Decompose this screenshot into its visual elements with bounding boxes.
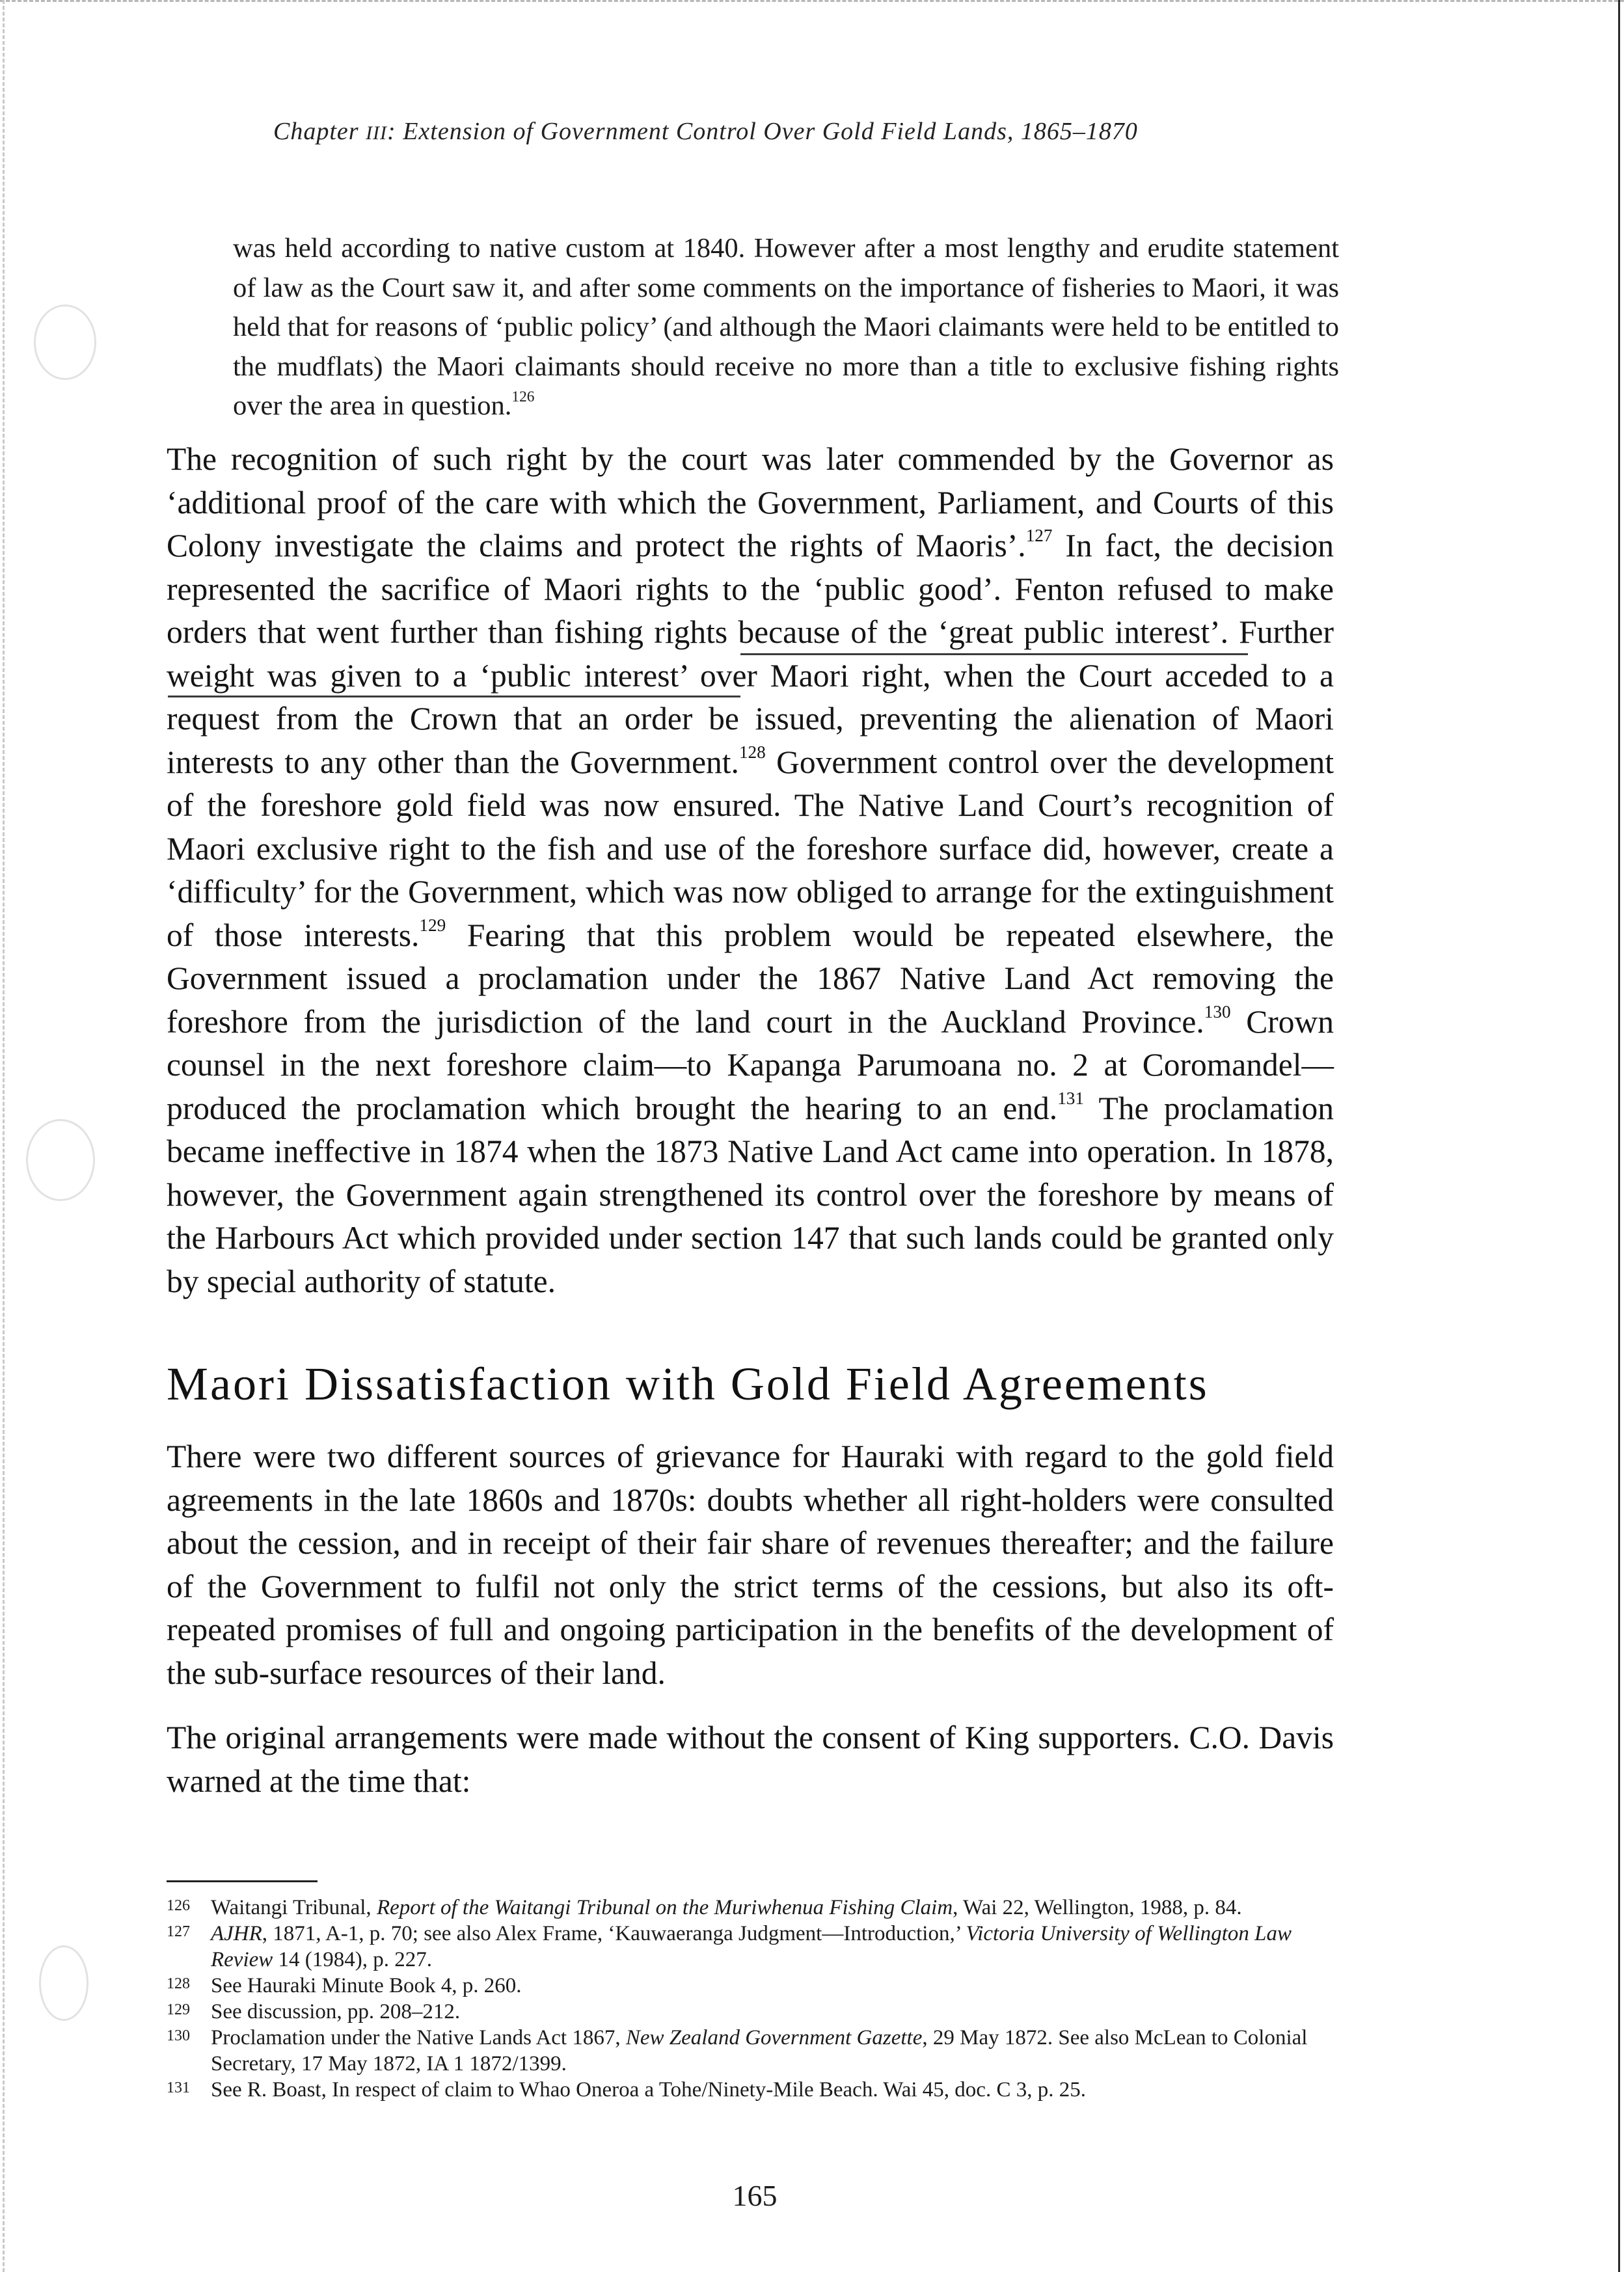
footnote-ref: 129 <box>419 915 446 935</box>
footnote <box>167 1973 1338 1999</box>
footnote <box>167 1921 1338 1973</box>
sentence: Government control over the development of the foreshore gold field was now ensured. The Native Land Court’s recognition of Maori exclusive right to the fish and use of the foreshore surface did, however, create a ‘difficulty’ for the Government, which was now obliged to arrange for the extinguishment of those interests. <box>167 744 1334 953</box>
fn-italic: New Zealand Government Gazette <box>625 2026 923 2049</box>
footnote-ref: 128 <box>738 742 766 762</box>
footnote <box>167 2025 1338 2077</box>
footnotes <box>167 1895 1338 2103</box>
body-paragraph-1 <box>167 438 1334 1303</box>
footnote-number: 128 <box>167 1975 190 1992</box>
scan-top-edge <box>0 0 1624 4</box>
footnote-ref: 126 <box>511 388 535 406</box>
running-head-pre: Chapter <box>273 118 366 145</box>
punch-hole-shadow <box>34 304 96 380</box>
fn-italic: Victoria University of Wellington Law Review <box>211 1922 1292 1971</box>
footnote-text: See R. Boast, In respect of claim to Whao Oneroa a Tohe/Ninety-Mile Beach. Wai 45, doc. C 3, p. 25. <box>211 2078 1086 2102</box>
footnote-ref: 130 <box>1204 1001 1231 1021</box>
fn-part: , 1871, A-1, p. 70; see also Alex Frame, ‘Kauwaeranga Judgment—Introduction,’ <box>262 1922 966 1945</box>
footnote-number: 126 <box>167 1897 190 1914</box>
sentence: The proclamation became ineffective in 1874 when the 1873 Native Land Act came into operation. In 1878, however, the Government again strengthened its control over the foreshore by means of the Harbours Act which provided under section 147 that such lands could be granted only by special authority of statute. <box>167 1090 1334 1299</box>
fn-part: , Wai 22, Wellington, 1988, p. 84. <box>953 1896 1242 1919</box>
footnote-rule <box>167 1880 318 1882</box>
sentence: In fact, the decision represented the sacrifice of Maori rights to the ‘public good’. Fenton refused to make orders that went further than fishing rights because of the ‘great public interest’. Further weight was given to a ‘public interest’ over Maori right, when the Court acceded to a request from the Crown that an order be issued, preventing the alienation of Maori interests to any other than the Government. <box>167 528 1334 780</box>
footnote-text: See Hauraki Minute Book 4, p. 260. <box>211 1974 522 1997</box>
fn-part: Proclamation under the Native Lands Act 1867, <box>211 2026 626 2049</box>
scan-right-edge <box>1618 0 1620 2272</box>
sentence: The recognition of such right by the court was later commended by the Governor as ‘additional proof of the care with which the Government, Parliament, and Courts of this Colony investigate the claims and protect the rights of Maoris’. <box>167 441 1334 563</box>
chapter-number: III <box>366 122 388 144</box>
body-paragraph-3: The original arrangements were made without the consent of King supporters. C.O. Davis warned at the time that: <box>167 1720 1334 1799</box>
section-heading: Maori Dissatisfaction with Gold Field Agreements <box>167 1358 1209 1410</box>
block-quote <box>233 229 1339 426</box>
footnote-number: 130 <box>167 2027 190 2044</box>
running-head <box>273 117 1236 146</box>
body-paragraph-2: There were two different sources of grievance for Hauraki with regard to the gold field agreements in the late 1860s and 1870s: doubts whether all right-holders were consulted about the cession, and in receipt of their fair share of revenues thereafter; and the failure of the Government to fulfil not only the strict terms of the cessions, but also its oft-repeated promises of full and ongoing participation in the benefits of the development of the sub-surface resources of their land. <box>167 1439 1334 1691</box>
footnote-text <box>211 2025 1338 2077</box>
footnote-ref: 127 <box>1025 526 1053 546</box>
footnote <box>167 1999 1338 2025</box>
footnote-text <box>211 1895 1338 1921</box>
fn-part: Waitangi Tribunal, <box>211 1896 377 1919</box>
footnote-text: See discussion, pp. 208–212. <box>211 2000 461 2023</box>
running-head-title: : Extension of Government Control Over Gold Field Lands, 1865–1870 <box>387 118 1138 145</box>
footnote <box>167 1895 1338 1921</box>
footnote-number: 127 <box>167 1923 190 1940</box>
fn-part: , 29 May 1872. See also McLean to Colonial Secretary, 17 May 1872, IA 1 1872/1399. <box>211 2026 1308 2076</box>
fn-italic: Report of the Waitangi Tribunal on the Muriwhenua Fishing Claim <box>376 1896 953 1919</box>
punch-hole-shadow <box>26 1119 95 1201</box>
punch-hole-shadow <box>39 1945 88 2021</box>
page-number: 165 <box>732 2179 778 2212</box>
fn-part: 14 (1984), p. 227. <box>273 1948 433 1971</box>
pencil-underline <box>740 653 1248 655</box>
footnote-number: 131 <box>167 2079 190 2096</box>
scan-left-edge <box>3 0 5 2272</box>
quote-text: was held according to native custom at 1840. However after a most lengthy and erudite statement of law as the Court saw it, and after some comments on the importance of fisheries to Maori, it was held that for reasons of ‘public policy’ (and although the Maori claimants were held to be entitled to the mudflats) the Maori claimants should receive no more than a title to exclusive fishing rights over the area in question. <box>233 233 1339 421</box>
footnote-text <box>211 1921 1338 1973</box>
sentence: Crown counsel in the next foreshore claim—to Kapanga Parumoana no. 2 at Coromandel—produced the proclamation which brought the hearing to an end. <box>167 1003 1334 1126</box>
footnote-ref: 131 <box>1057 1088 1085 1108</box>
sentence: Fearing that this problem would be repeated elsewhere, the Government issued a proclamation under the 1867 Native Land Act removing the foreshore from the jurisdiction of the land court in the Auckland Province. <box>167 917 1334 1040</box>
footnote <box>167 2077 1338 2103</box>
fn-italic: AJHR <box>211 1922 262 1945</box>
footnote-number: 129 <box>167 2001 190 2018</box>
pencil-underline <box>168 696 740 697</box>
